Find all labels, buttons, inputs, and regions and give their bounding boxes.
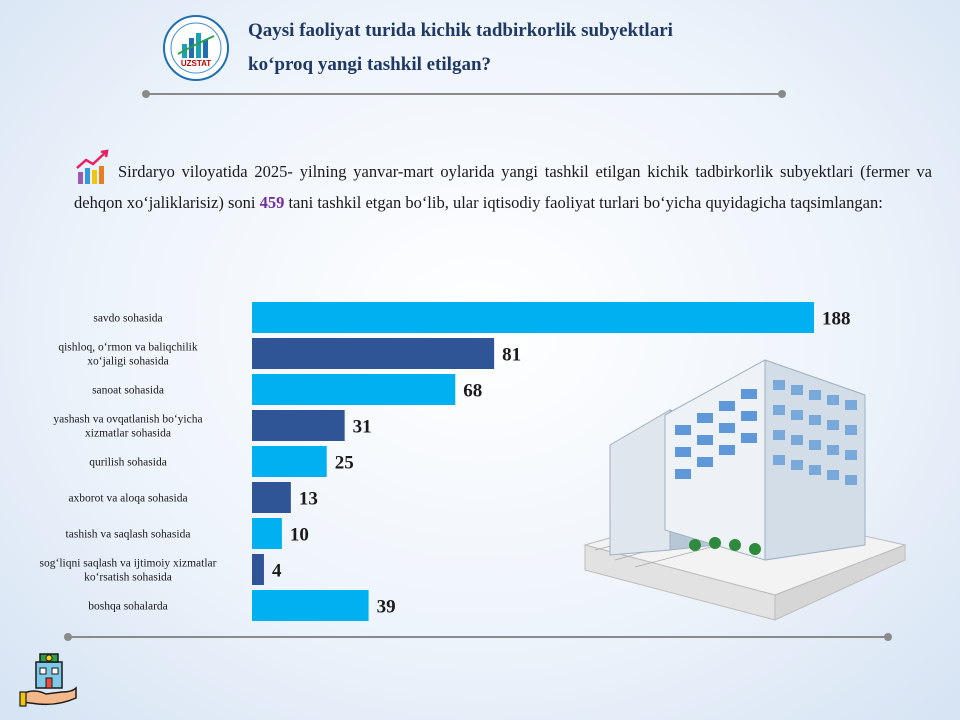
value-label-2: 68 xyxy=(463,380,483,402)
value-label-4: 25 xyxy=(334,452,354,474)
value-label-7: 4 xyxy=(271,560,282,582)
building-illustration xyxy=(575,355,910,625)
bar-5 xyxy=(252,482,291,513)
value-label-3: 31 xyxy=(352,416,372,438)
bar-3 xyxy=(252,410,345,441)
category-label-6: tashish va saqlash sohasida xyxy=(65,528,191,541)
hand-building-icon xyxy=(18,648,80,710)
title-line-2: ko‘proq yangi tashkil etilgan? xyxy=(248,54,492,75)
value-label-1: 81 xyxy=(502,344,522,366)
page-title xyxy=(248,14,868,82)
top-divider xyxy=(146,93,782,95)
bar-6 xyxy=(252,518,282,549)
bar-0 xyxy=(252,302,814,333)
value-label-0: 188 xyxy=(822,308,851,330)
title-line-1: Qaysi faoliyat turida kichik tadbirkorlik subyektlari xyxy=(248,20,673,41)
category-label-2: sanoat sohasida xyxy=(92,384,164,397)
bar-2 xyxy=(252,374,455,405)
bar-1 xyxy=(252,338,494,369)
category-label-0: savdo sohasida xyxy=(93,312,163,325)
intro-paragraph xyxy=(74,156,932,218)
uzstat-logo xyxy=(162,14,230,82)
bar-7 xyxy=(252,554,264,585)
category-label-5: axborot va aloqa sohasida xyxy=(68,492,188,505)
intro-text-part1: Sirdaryo viloyatida 2025- yilning yanvar-mart oylarida yangi tashkil etilgan kichik tadbirkorlik subyektlari (fermer va dehqon xo‘jaliklarisiz) soni xyxy=(74,162,932,212)
value-label-5: 13 xyxy=(298,488,318,510)
bar-4 xyxy=(252,446,327,477)
bottom-divider xyxy=(68,636,888,638)
category-label-8: boshqa sohalarda xyxy=(88,600,168,613)
logo-text: UZSTAT xyxy=(180,59,212,68)
category-label-3: yashash va ovqatlanish bo‘yicha xizmatlar sohasida xyxy=(53,413,203,440)
value-label-8: 39 xyxy=(376,596,396,618)
intro-total-count: 459 xyxy=(259,193,285,212)
category-label-1: qishloq, o‘rmon va baliqchilik xo‘jaligi sohasida xyxy=(58,341,198,368)
intro-text-part2: tani tashkil etgan bo‘lib, ular iqtisodiy faoliyat turlari bo‘yicha quyidagicha taqsimlangan: xyxy=(284,193,883,212)
value-label-6: 10 xyxy=(289,524,309,546)
bar-8 xyxy=(252,590,369,621)
category-label-4: qurilish sohasida xyxy=(89,456,167,469)
category-label-7: sog‘liqni saqlash va ijtimoiy xizmatlar ko‘rsatish sohasida xyxy=(39,557,217,584)
